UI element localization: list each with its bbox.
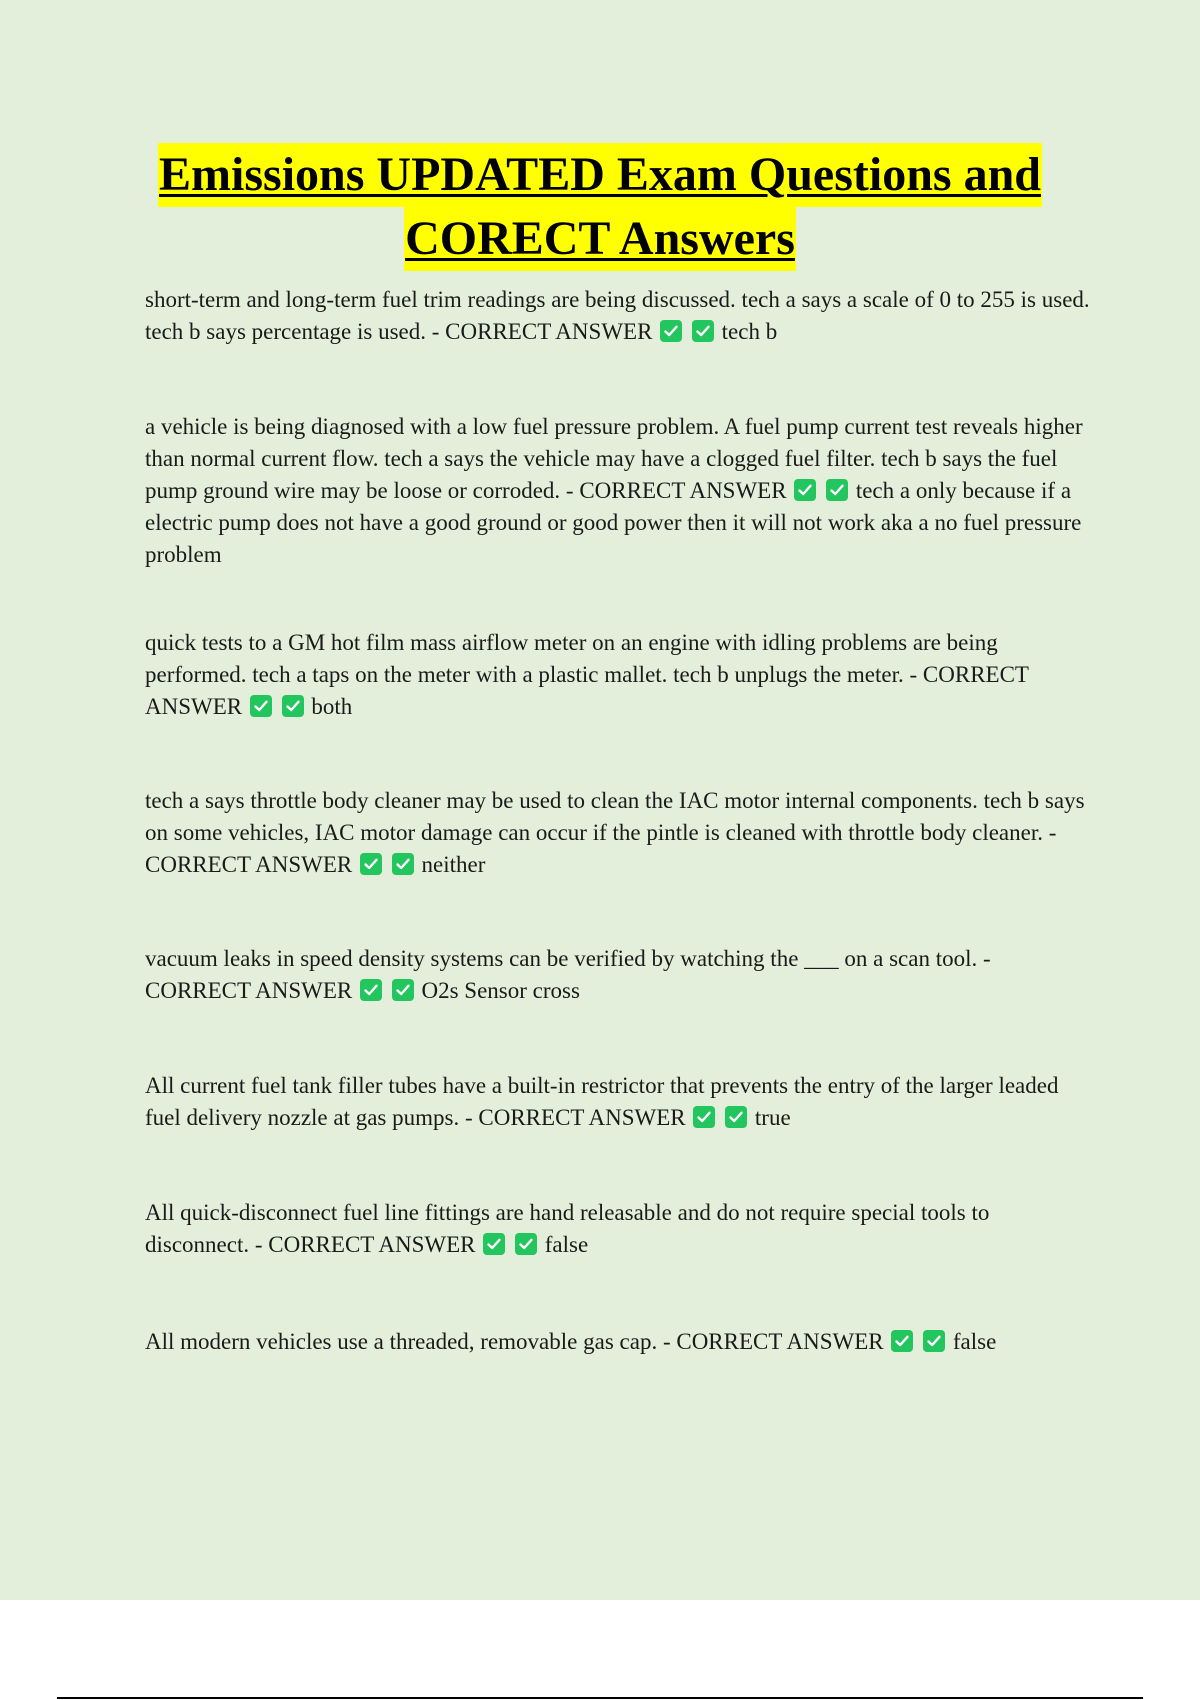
question-text: quick tests to a GM hot film mass airflow meter on an engine with idling problems are being performed. tech a taps on the meter with a plastic mallet. tech b unplugs the meter. - CORRECT ANSWER [145,630,1029,719]
check-mark-icon [515,1233,537,1255]
check-mark-icon [794,479,816,501]
answer-text: O2s Sensor cross [421,978,580,1003]
answer-text: tech a only because if a electric pump does not have a good ground or good power then it will not work aka a no fuel pressure problem [145,478,1082,567]
qa-item [145,284,1090,348]
answer-text: false [544,1232,589,1257]
check-mark-icon [923,1330,945,1352]
qa-item [145,1070,1090,1134]
check-mark-icon [360,853,382,875]
check-mark-icon [360,979,382,1001]
question-text: tech a says throttle body cleaner may be used to clean the IAC motor internal components. tech b says on some vehicles, IAC motor damage can occur if the pintle is cleaned with throttle body cleaner. - CORRECT ANSWER [145,788,1085,877]
check-mark-icon [660,320,682,342]
question-text: All modern vehicles use a threaded, removable gas cap. - CORRECT ANSWER [145,1329,884,1354]
answer-text: false [952,1329,997,1354]
answer-text: true [754,1105,791,1130]
qa-item [145,1326,1090,1358]
qa-item [145,411,1090,571]
qa-item [145,785,1090,881]
check-mark-icon [693,1106,715,1128]
title-line-2: CORECT Answers [404,207,796,271]
check-mark-icon [392,979,414,1001]
qa-item [145,943,1090,1007]
question-text: vacuum leaks in speed density systems can be verified by watching the ___ on a scan tool. - CORRECT ANSWER [145,946,991,1003]
question-text: short-term and long-term fuel trim readings are being discussed. tech a says a scale of 0 to 255 is used. tech b says percentage is used. - CORRECT ANSWER [145,287,1090,344]
footer-rule [57,1697,1143,1699]
answer-text: both [311,694,353,719]
title-line-1: Emissions UPDATED Exam Questions and [158,143,1042,207]
qa-item [145,627,1090,723]
check-mark-icon [392,853,414,875]
check-mark-icon [250,695,272,717]
question-text: a vehicle is being diagnosed with a low fuel pressure problem. A fuel pump current test reveals higher than normal current flow. tech a says the vehicle may have a clogged fuel filter. tech b says the fuel pump ground wire may be loose or corroded. - CORRECT ANSWER [145,414,1083,503]
question-text: All quick-disconnect fuel line fittings are hand releasable and do not require special tools to disconnect. - CORRECT ANSWER [145,1200,990,1257]
check-mark-icon [282,695,304,717]
answer-text: tech b [721,319,778,344]
check-mark-icon [725,1106,747,1128]
check-mark-icon [483,1233,505,1255]
answer-text: neither [421,852,486,877]
document-title [0,143,1200,271]
check-mark-icon [692,320,714,342]
question-text: All current fuel tank filler tubes have a built-in restrictor that prevents the entry of the larger leaded fuel delivery nozzle at gas pumps. - CORRECT ANSWER [145,1073,1059,1130]
qa-item [145,1197,1090,1261]
check-mark-icon [826,479,848,501]
check-mark-icon [891,1330,913,1352]
